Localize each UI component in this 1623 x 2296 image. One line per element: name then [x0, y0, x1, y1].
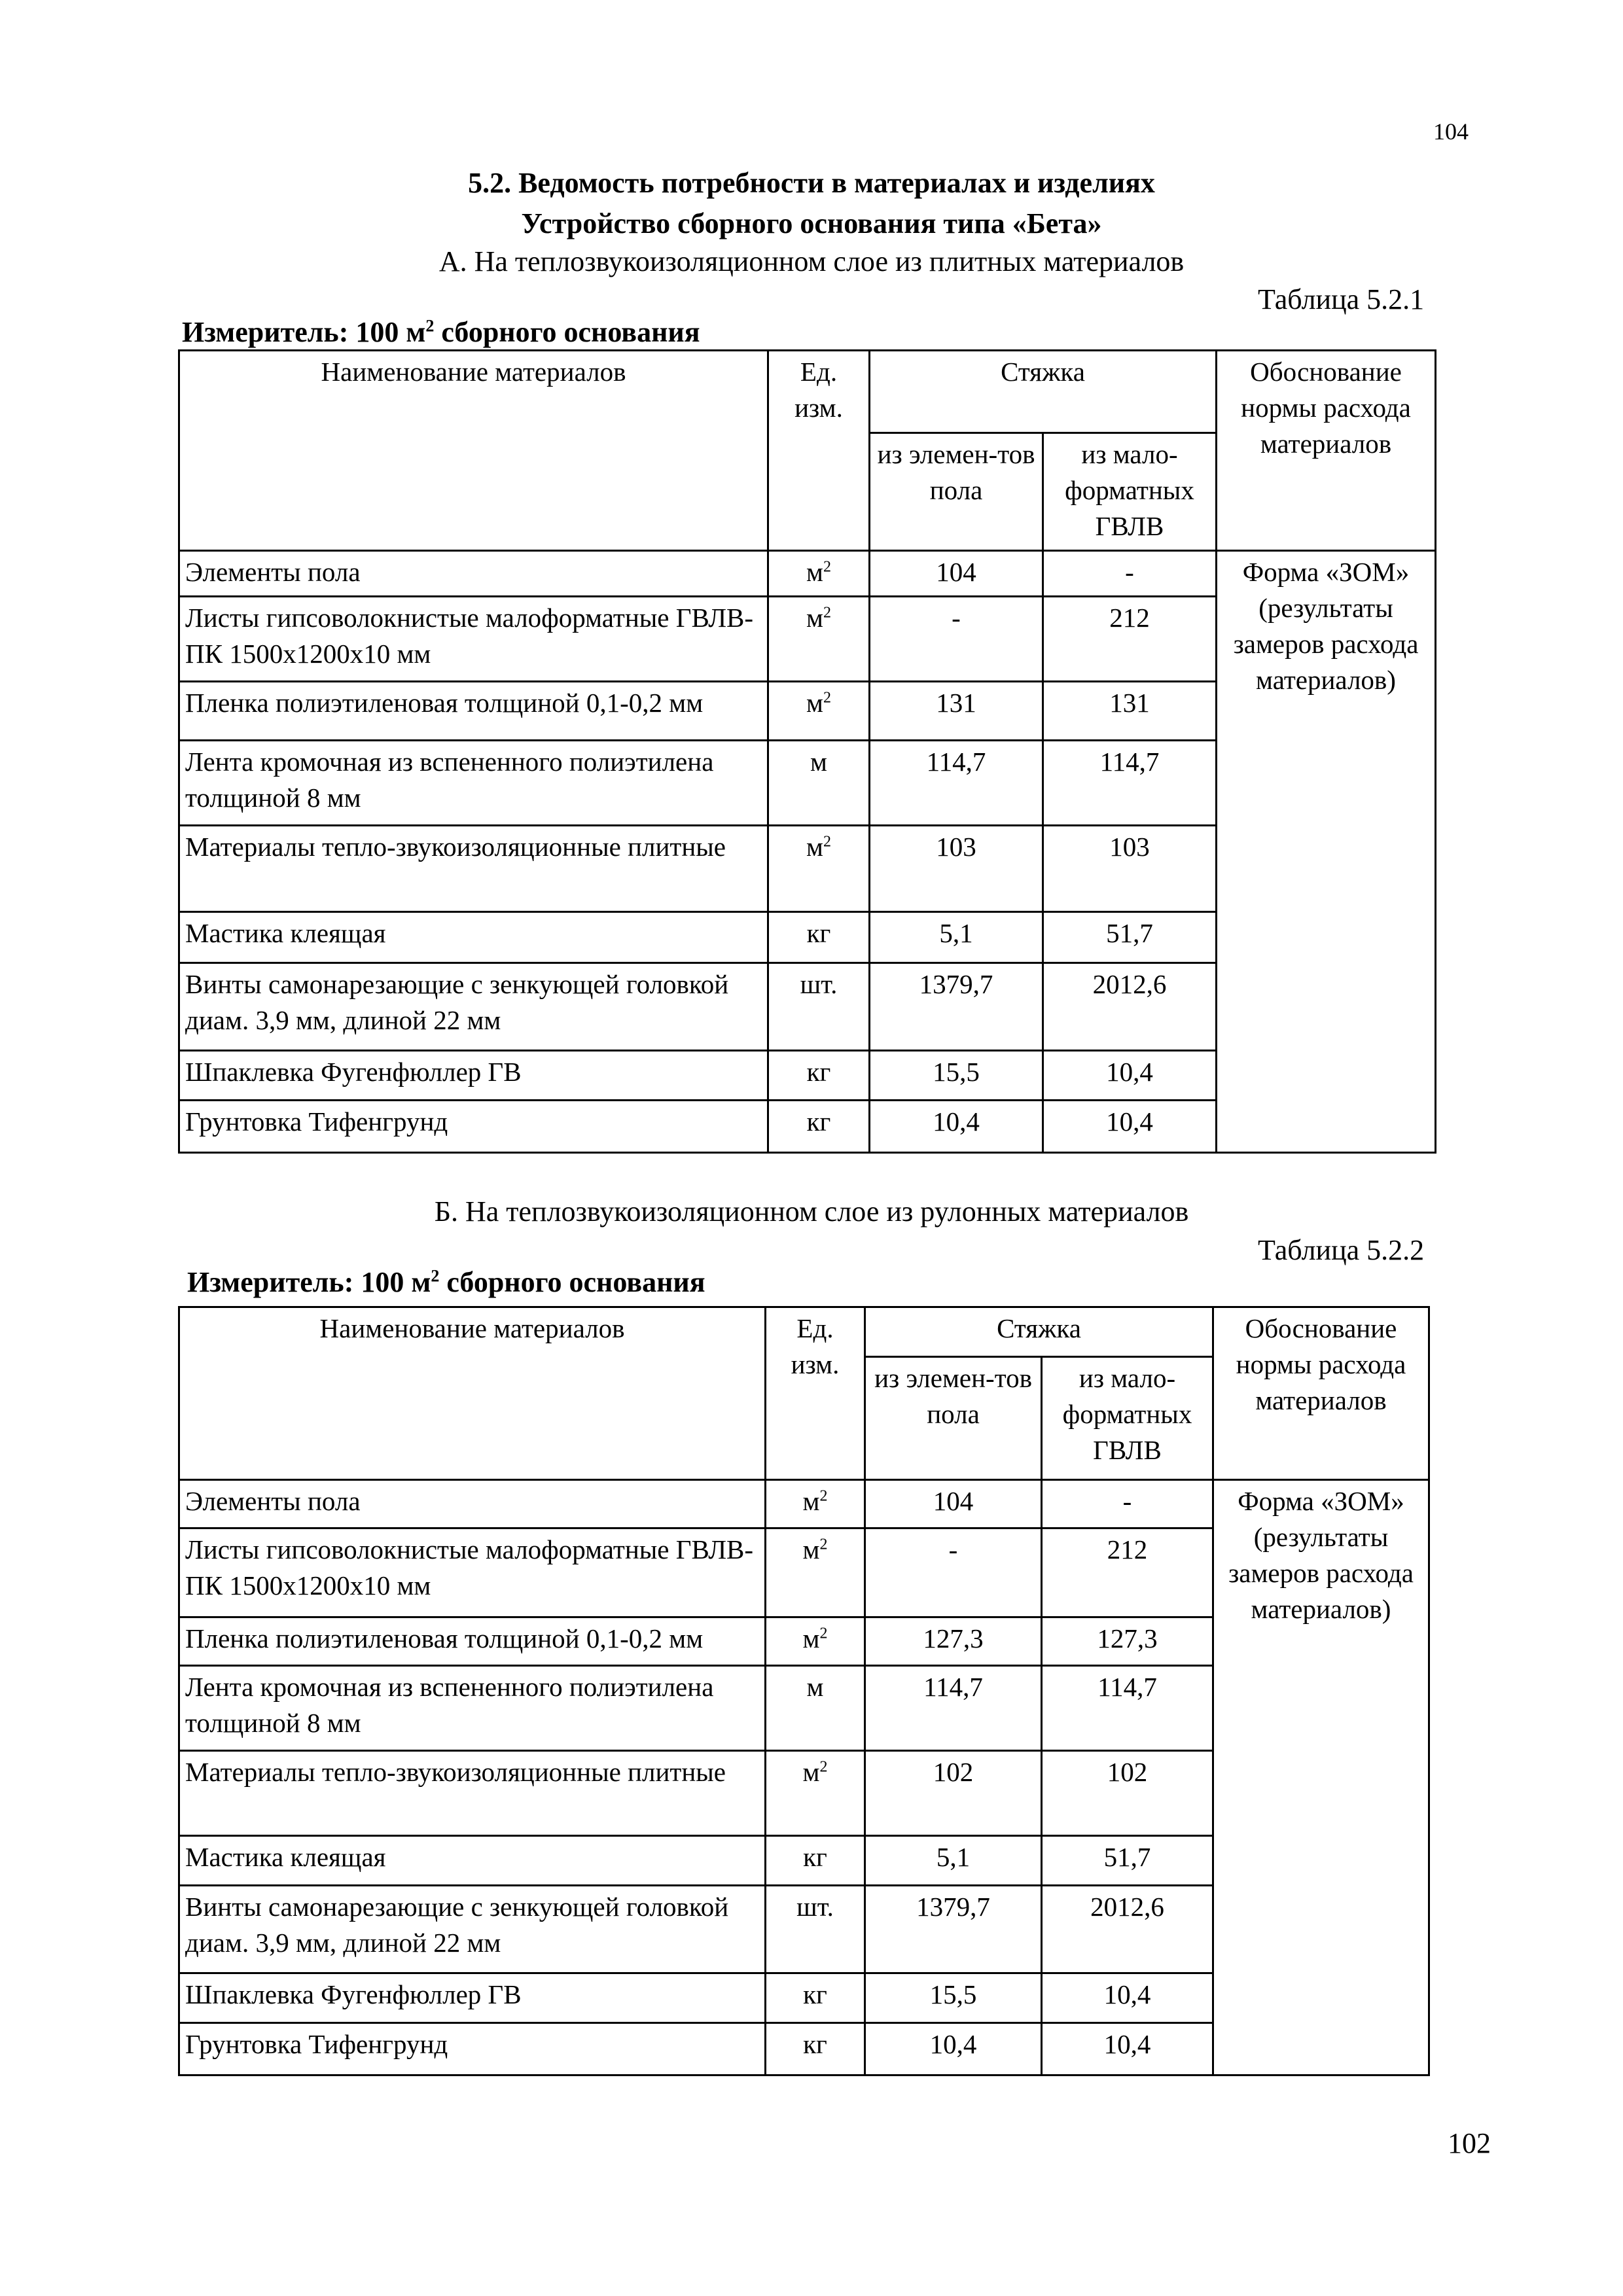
- row-value-gvlv: 212: [1043, 597, 1217, 682]
- materials-table-a: [178, 349, 1436, 1154]
- basis-cell: Форма «ЗОМ» (результаты замеров расхода материалов): [1217, 551, 1436, 1153]
- row-value-floor: -: [870, 597, 1043, 682]
- row-unit: [766, 1666, 865, 1751]
- unit-text: кг: [803, 1842, 827, 1872]
- row-value-gvlv: 103: [1043, 826, 1217, 912]
- row-value-gvlv: 51,7: [1042, 1836, 1213, 1886]
- meter-exponent: 2: [431, 1266, 440, 1286]
- row-value-floor: 15,5: [870, 1051, 1043, 1101]
- unit-text: м: [802, 1534, 820, 1564]
- row-unit: [766, 1528, 865, 1617]
- row-value-gvlv: -: [1042, 1480, 1213, 1528]
- row-value-floor: 1379,7: [870, 963, 1043, 1051]
- header-from-floor-elements: из элемен-тов пола: [865, 1357, 1042, 1480]
- row-value-gvlv: 127,3: [1042, 1617, 1213, 1666]
- unit-text: м: [806, 603, 823, 633]
- row-value-floor: 5,1: [870, 912, 1043, 963]
- unit-text: м: [806, 832, 823, 862]
- unit-exponent: 2: [819, 1625, 828, 1642]
- meter-suffix: сборного основания: [434, 316, 700, 348]
- row-value-gvlv: 10,4: [1043, 1051, 1217, 1101]
- row-value-floor: 103: [870, 826, 1043, 912]
- unit-text: м: [806, 688, 823, 718]
- unit-exponent: 2: [823, 833, 831, 851]
- header-basis: Обоснование нормы расхода материалов: [1213, 1307, 1429, 1480]
- row-value-floor: 104: [865, 1480, 1042, 1528]
- unit-text: шт.: [800, 969, 838, 999]
- row-value-floor: 127,3: [865, 1617, 1042, 1666]
- row-value-floor: 5,1: [865, 1836, 1042, 1886]
- unit-text: м: [802, 1486, 820, 1516]
- meter-exponent: 2: [425, 316, 435, 336]
- unit-exponent: 2: [823, 689, 831, 707]
- row-value-gvlv: 114,7: [1043, 741, 1217, 826]
- row-unit: [768, 826, 870, 912]
- row-value-gvlv: 10,4: [1042, 1973, 1213, 2023]
- unit-exponent: 2: [823, 558, 831, 576]
- header-name: Наименование материалов: [179, 1307, 766, 1480]
- row-value-gvlv: 114,7: [1042, 1666, 1213, 1751]
- table-b-caption: Таблица 5.2.2: [1258, 1234, 1425, 1266]
- row-value-floor: 131: [870, 682, 1043, 741]
- unit-text: шт.: [796, 1892, 834, 1922]
- section-heading: 5.2. Ведомость потребности в материалах и изделиях: [468, 167, 1155, 199]
- row-name: Грунтовка Тифенгрунд: [179, 2023, 766, 2075]
- row-value-gvlv: 2012,6: [1042, 1886, 1213, 1973]
- basis-cell: Форма «ЗОМ» (результаты замеров расхода материалов): [1213, 1480, 1429, 2075]
- row-unit: [766, 2023, 865, 2075]
- section-subheading: Устройство сборного основания типа «Бета»: [521, 207, 1102, 239]
- row-value-floor: -: [865, 1528, 1042, 1617]
- row-value-floor: 1379,7: [865, 1886, 1042, 1973]
- row-unit: [768, 963, 870, 1051]
- table-b-subtitle: Б. На теплозвукоизоляционном слое из рулонных материалов: [434, 1195, 1189, 1227]
- header-screed: Стяжка: [870, 351, 1217, 433]
- page-number-bottom: 102: [1448, 2127, 1491, 2159]
- row-unit: [768, 682, 870, 741]
- meter-prefix: Измеритель: 100 м: [187, 1266, 431, 1298]
- row-value-gvlv: 131: [1043, 682, 1217, 741]
- row-value-floor: 10,4: [865, 2023, 1042, 2075]
- header-unit: Ед. изм.: [766, 1307, 865, 1480]
- row-value-gvlv: 102: [1042, 1751, 1213, 1836]
- page-number-top: 104: [1433, 118, 1469, 145]
- row-value-floor: 104: [870, 551, 1043, 597]
- row-name: Пленка полиэтиленовая толщиной 0,1-0,2 мм: [179, 682, 768, 741]
- meter-prefix: Измеритель: 100 м: [182, 316, 426, 348]
- row-value-floor: 102: [865, 1751, 1042, 1836]
- unit-exponent: 2: [819, 1487, 828, 1505]
- row-name: Лента кромочная из вспененного полиэтилена толщиной 8 мм: [179, 741, 768, 826]
- row-unit: [766, 1973, 865, 2023]
- row-name: Элементы пола: [179, 1480, 766, 1528]
- row-name: Лента кромочная из вспененного полиэтилена толщиной 8 мм: [179, 1666, 766, 1751]
- row-value-gvlv: 212: [1042, 1528, 1213, 1617]
- row-unit: [768, 1101, 870, 1153]
- row-unit: [768, 912, 870, 963]
- header-name: Наименование материалов: [179, 351, 768, 551]
- unit-text: м: [802, 1757, 820, 1787]
- row-name: Материалы тепло-звукоизоляционные плитные: [179, 826, 768, 912]
- row-value-floor: 114,7: [870, 741, 1043, 826]
- unit-text: м: [810, 747, 827, 777]
- unit-exponent: 2: [819, 1758, 828, 1776]
- unit-text: м: [806, 1672, 824, 1702]
- header-screed: Стяжка: [865, 1307, 1213, 1357]
- row-unit: [766, 1617, 865, 1666]
- header-unit: Ед. изм.: [768, 351, 870, 551]
- row-name: Листы гипсоволокнистые малоформатные ГВЛВ-ПК 1500х1200х10 мм: [179, 1528, 766, 1617]
- row-value-floor: 10,4: [870, 1101, 1043, 1153]
- unit-exponent: 2: [819, 1536, 828, 1553]
- row-unit: [768, 551, 870, 597]
- row-unit: [766, 1480, 865, 1528]
- row-unit: [766, 1886, 865, 1973]
- row-value-gvlv: 2012,6: [1043, 963, 1217, 1051]
- unit-text: м: [806, 557, 823, 587]
- row-name: Грунтовка Тифенгрунд: [179, 1101, 768, 1153]
- row-name: Шпаклевка Фугенфюллер ГВ: [179, 1973, 766, 2023]
- row-unit: [768, 597, 870, 682]
- row-value-gvlv: 51,7: [1043, 912, 1217, 963]
- row-value-gvlv: 10,4: [1042, 2023, 1213, 2075]
- unit-text: кг: [806, 1106, 831, 1137]
- table-a-caption: Таблица 5.2.1: [1258, 283, 1425, 315]
- materials-table-b: [178, 1306, 1430, 2076]
- row-name: Элементы пола: [179, 551, 768, 597]
- unit-text: кг: [803, 1979, 827, 2009]
- unit-text: кг: [803, 2029, 827, 2059]
- header-from-gvlv: из мало-форматных ГВЛВ: [1043, 433, 1217, 551]
- unit-exponent: 2: [823, 604, 831, 622]
- unit-text: кг: [806, 918, 831, 948]
- row-unit: [768, 741, 870, 826]
- meter-suffix: сборного основания: [439, 1266, 705, 1298]
- row-name: Пленка полиэтиленовая толщиной 0,1-0,2 мм: [179, 1617, 766, 1666]
- row-value-floor: 15,5: [865, 1973, 1042, 2023]
- row-name: Материалы тепло-звукоизоляционные плитные: [179, 1751, 766, 1836]
- table-a-meter: [182, 315, 700, 349]
- row-unit: [766, 1751, 865, 1836]
- row-name: Винты самонарезающие с зенкующей головкой диам. 3,9 мм, длиной 22 мм: [179, 963, 768, 1051]
- table-b-meter: [187, 1265, 705, 1299]
- row-name: Листы гипсоволокнистые малоформатные ГВЛВ-ПК 1500х1200х10 мм: [179, 597, 768, 682]
- row-value-floor: 114,7: [865, 1666, 1042, 1751]
- row-value-gvlv: -: [1043, 551, 1217, 597]
- row-name: Мастика клеящая: [179, 1836, 766, 1886]
- row-unit: [768, 1051, 870, 1101]
- row-name: Шпаклевка Фугенфюллер ГВ: [179, 1051, 768, 1101]
- header-from-gvlv: из мало-форматных ГВЛВ: [1042, 1357, 1213, 1480]
- table-a-subtitle: А. На теплозвукоизоляционном слое из плитных материалов: [438, 245, 1185, 277]
- row-value-gvlv: 10,4: [1043, 1101, 1217, 1153]
- header-from-floor-elements: из элемен-тов пола: [870, 433, 1043, 551]
- row-name: Мастика клеящая: [179, 912, 768, 963]
- header-basis: Обоснование нормы расхода материалов: [1217, 351, 1436, 551]
- row-name: Винты самонарезающие с зенкующей головкой диам. 3,9 мм, длиной 22 мм: [179, 1886, 766, 1973]
- row-unit: [766, 1836, 865, 1886]
- unit-text: кг: [806, 1057, 831, 1087]
- unit-text: м: [802, 1623, 820, 1653]
